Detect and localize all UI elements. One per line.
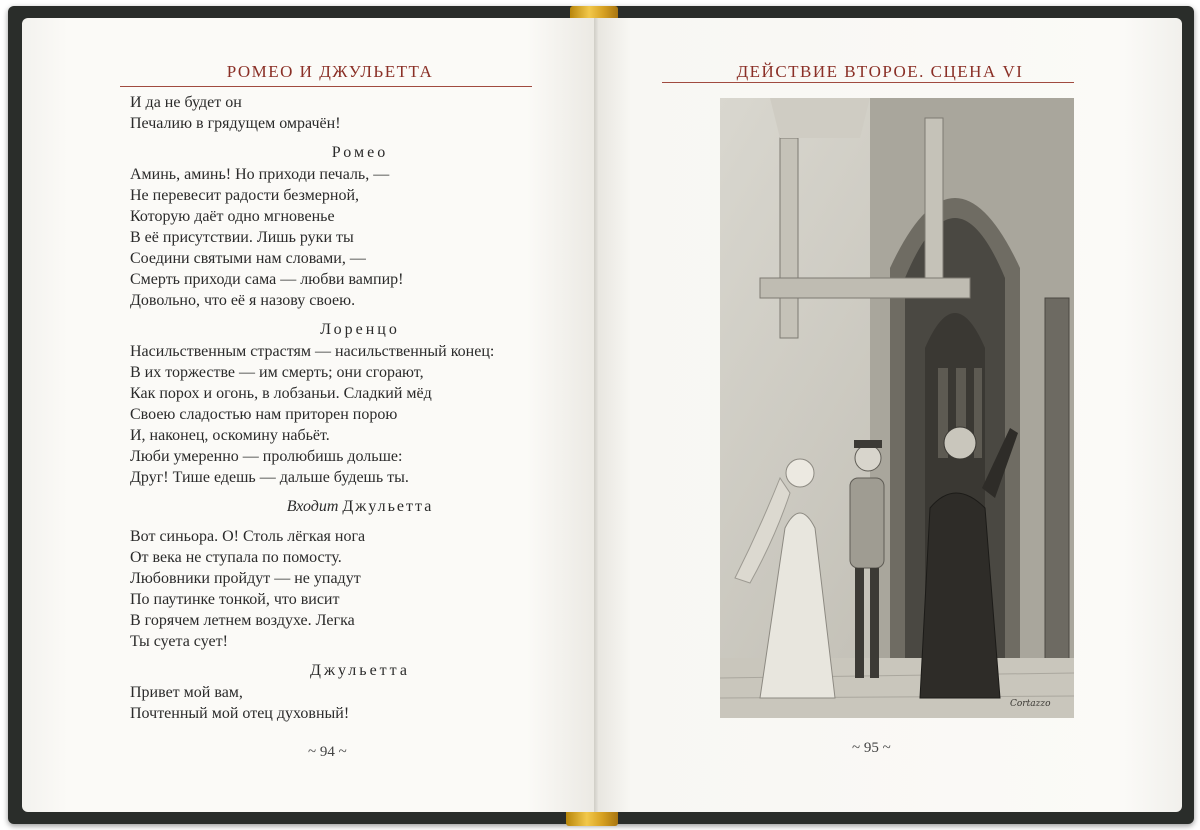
verse-line: От века не ступала по помосту. [130,549,342,566]
verse-line: Друг! Тише едешь — дальше будешь ты. [130,469,409,486]
verse-line: По паутинке тонкой, что висит [130,591,340,608]
speaker-name: Ромео [331,144,389,161]
stage-direction [130,496,550,518]
verse-line: Люби умеренно — пролюбишь дольше: [130,448,403,465]
verse-line: В её присутствии. Лишь руки ты [130,229,354,246]
verse-line: В их торжестве — им смерть; они сгорают, [130,364,424,381]
verse-line: Привет мой вам, [130,684,243,701]
verse-line: И, наконец, оскомину набьёт. [130,427,330,444]
verse-line: Аминь, аминь! Но приходи печаль, — [130,166,390,183]
verse-line: Которую даёт одно мгновенье [130,208,335,225]
artist-signature: Cortazzo [1010,699,1051,709]
scene-illustration [720,98,1074,718]
stage-direction-verb: Входит [286,498,339,515]
page-gutter [594,18,598,812]
speaker-name: Джульетта [310,662,410,679]
opening-lines [130,92,550,134]
header-rule-left [120,86,532,87]
verse-line: Довольно, что её я назову своею. [130,292,356,309]
verse-line: Печалию в грядущем омрачён! [130,115,341,132]
verse-line: Как порох и огонь, в лобзаньи. Сладкий мёд [130,385,432,402]
lorenzo-speech [130,341,550,488]
verse-line: Почтенный мой отец духовный! [130,705,350,722]
running-head-right: ДЕЙСТВИЕ ВТОРОЕ. СЦЕНА VI [736,62,1024,81]
page-number-left: ~ 94 ~ [308,744,347,760]
verse-line: Ты суета сует! [130,633,228,650]
verse-line: Вот синьора. О! Столь лёгкая нога [130,528,366,545]
verse-line: В горячем летнем воздухе. Легка [130,612,355,629]
verse-line: Насильственным страстям — насильственный конец: [130,343,495,360]
header-rule-right [662,82,1074,83]
verse-line: Любовники пройдут — не упадут [130,570,361,587]
verse-line: Смерть приходи сама — любви вампир! [130,271,404,288]
running-head-left: РОМЕО И ДЖУЛЬЕТТА [226,62,434,81]
lorenzo-speech-continued [130,526,550,652]
verse-line: Не перевесит радости безмерной, [130,187,360,204]
engraving-image [720,98,1074,718]
juliet-speech [130,682,550,724]
verse-line: И да не будет он [130,94,242,111]
verse-line: Своею сладостью нам приторен порою [130,406,398,423]
play-text [130,92,550,724]
speaker-name: Лоренцо [320,321,400,338]
stage-direction-name: Джульетта [342,498,434,515]
verse-line: Соедини святыми нам словами, — [130,250,366,267]
romeo-speech [130,164,550,311]
page-number-right: ~ 95 ~ [852,740,891,756]
